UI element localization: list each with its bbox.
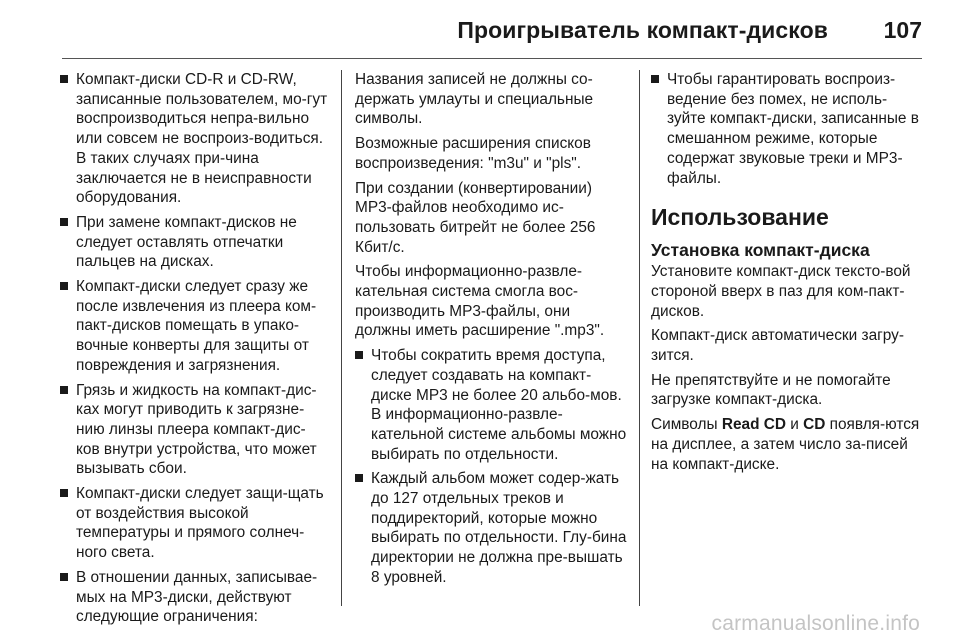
bullet-item <box>60 70 328 208</box>
bullet-text: Грязь и жидкость на компакт-дис-ках могут приводить к загрязне-нию линзы плеера компакт-дис-ков внутри устройства, что может вызывать сбои. <box>76 381 317 478</box>
square-bullet-icon <box>60 75 68 83</box>
header-title: Проигрыватель компакт-дисков <box>457 17 828 43</box>
page-header <box>0 0 960 60</box>
square-bullet-icon <box>355 351 363 359</box>
bullet-text: Чтобы гарантировать воспроиз-ведение без помех, не исполь-зуйте компакт-диски, записанные в смешанном режиме, которые содержат звуковые треки и MP3-файлы. <box>667 71 919 187</box>
page-number: 107 <box>883 17 922 43</box>
symbols-suffix: появля-ются на дисплее, а затем число за-писей на компакт-диске. <box>651 416 920 473</box>
bullet-item <box>60 213 328 272</box>
bullet-text: В отношении данных, записывае-мых на MP3-диски, действуют следующие ограничения: <box>76 568 318 626</box>
bullet-text: Компакт-диски CD-R и CD-RW, записанные пользователем, мо-гут воспроизводиться непра-вильно или совсем не воспроиз-водиться. В таких случаях при-чина заключается не в неисправности оборудования. <box>76 71 328 207</box>
watermark: carmanualsonline.info <box>711 612 920 635</box>
paragraph: Установите компакт-диск тексто-вой стороной вверх в паз для ком-пакт-дисков. <box>651 263 911 320</box>
bullet-item <box>60 484 328 563</box>
bullet-item <box>60 277 328 376</box>
column-2 <box>355 70 627 593</box>
column-divider <box>341 70 342 606</box>
bullet-item <box>355 346 627 464</box>
bullet-text: Чтобы сократить время доступа, следует создавать на компакт-диске MP3 не более 20 альбо-мов. В информационно-развле-кательной системе альбомы можно выбирать по отдельности. <box>371 347 627 463</box>
paragraph: При создании (конвертировании) MP3-файлов необходимо ис-пользовать битрейт не более 256 Кбит/с. <box>355 179 596 256</box>
symbol-read-cd: Read CD <box>721 416 786 434</box>
bullet-item <box>60 568 328 627</box>
bullet-text: Компакт-диски следует сразу же после извлечения из плеера ком-пакт-дисков помещать в упако-вочные конверты для защиты от повреждения и загрязнения. <box>76 278 317 374</box>
bullet-text: Каждый альбом может содер-жать до 127 отдельных треков и поддиректорий, которые можно выбирать по отдельности. Глу-бина директории не должна пре-вышать 8 уровней. <box>371 470 627 586</box>
symbols-prefix: Символы <box>651 416 722 434</box>
bullet-item <box>355 469 627 587</box>
paragraph: Чтобы информационно-развле-кательная система смогла вос-производить MP3-файлы, они должны иметь расширение ".mp3". <box>355 263 605 340</box>
paragraph: Не препятствуйте и не помогайте загрузке компакт-диска. <box>651 371 891 409</box>
square-bullet-icon <box>60 489 68 497</box>
column-1 <box>60 70 328 632</box>
bullet-text: Компакт-диски следует защи-щать от воздействия высокой температуры и прямого солнеч-ного света. <box>76 485 324 562</box>
section-title: Использование <box>651 204 829 231</box>
square-bullet-icon <box>60 282 68 290</box>
subsection-title: Установка компакт-диска <box>651 240 870 261</box>
paragraph: Возможные расширения списков воспроизведения: "m3u" и "pls". <box>355 135 591 172</box>
paragraph: Названия записей не должны со-держать умлауты и специальные символы. <box>355 71 594 128</box>
square-bullet-icon <box>651 75 659 83</box>
square-bullet-icon <box>60 573 68 581</box>
bullet-item <box>60 381 328 480</box>
bullet-item <box>651 70 924 188</box>
column-3 <box>651 70 924 479</box>
square-bullet-icon <box>355 474 363 482</box>
header-rule <box>62 58 922 59</box>
square-bullet-icon <box>60 218 68 226</box>
symbols-and: и <box>785 416 804 434</box>
paragraph: Компакт-диск автоматически загру-зится. <box>651 327 904 365</box>
square-bullet-icon <box>60 386 68 394</box>
column-divider <box>639 70 640 606</box>
bullet-text: При замене компакт-дисков не следует оставлять отпечатки пальцев на дисках. <box>76 213 297 271</box>
symbol-cd: CD <box>803 416 826 434</box>
symbols-paragraph <box>651 415 924 474</box>
